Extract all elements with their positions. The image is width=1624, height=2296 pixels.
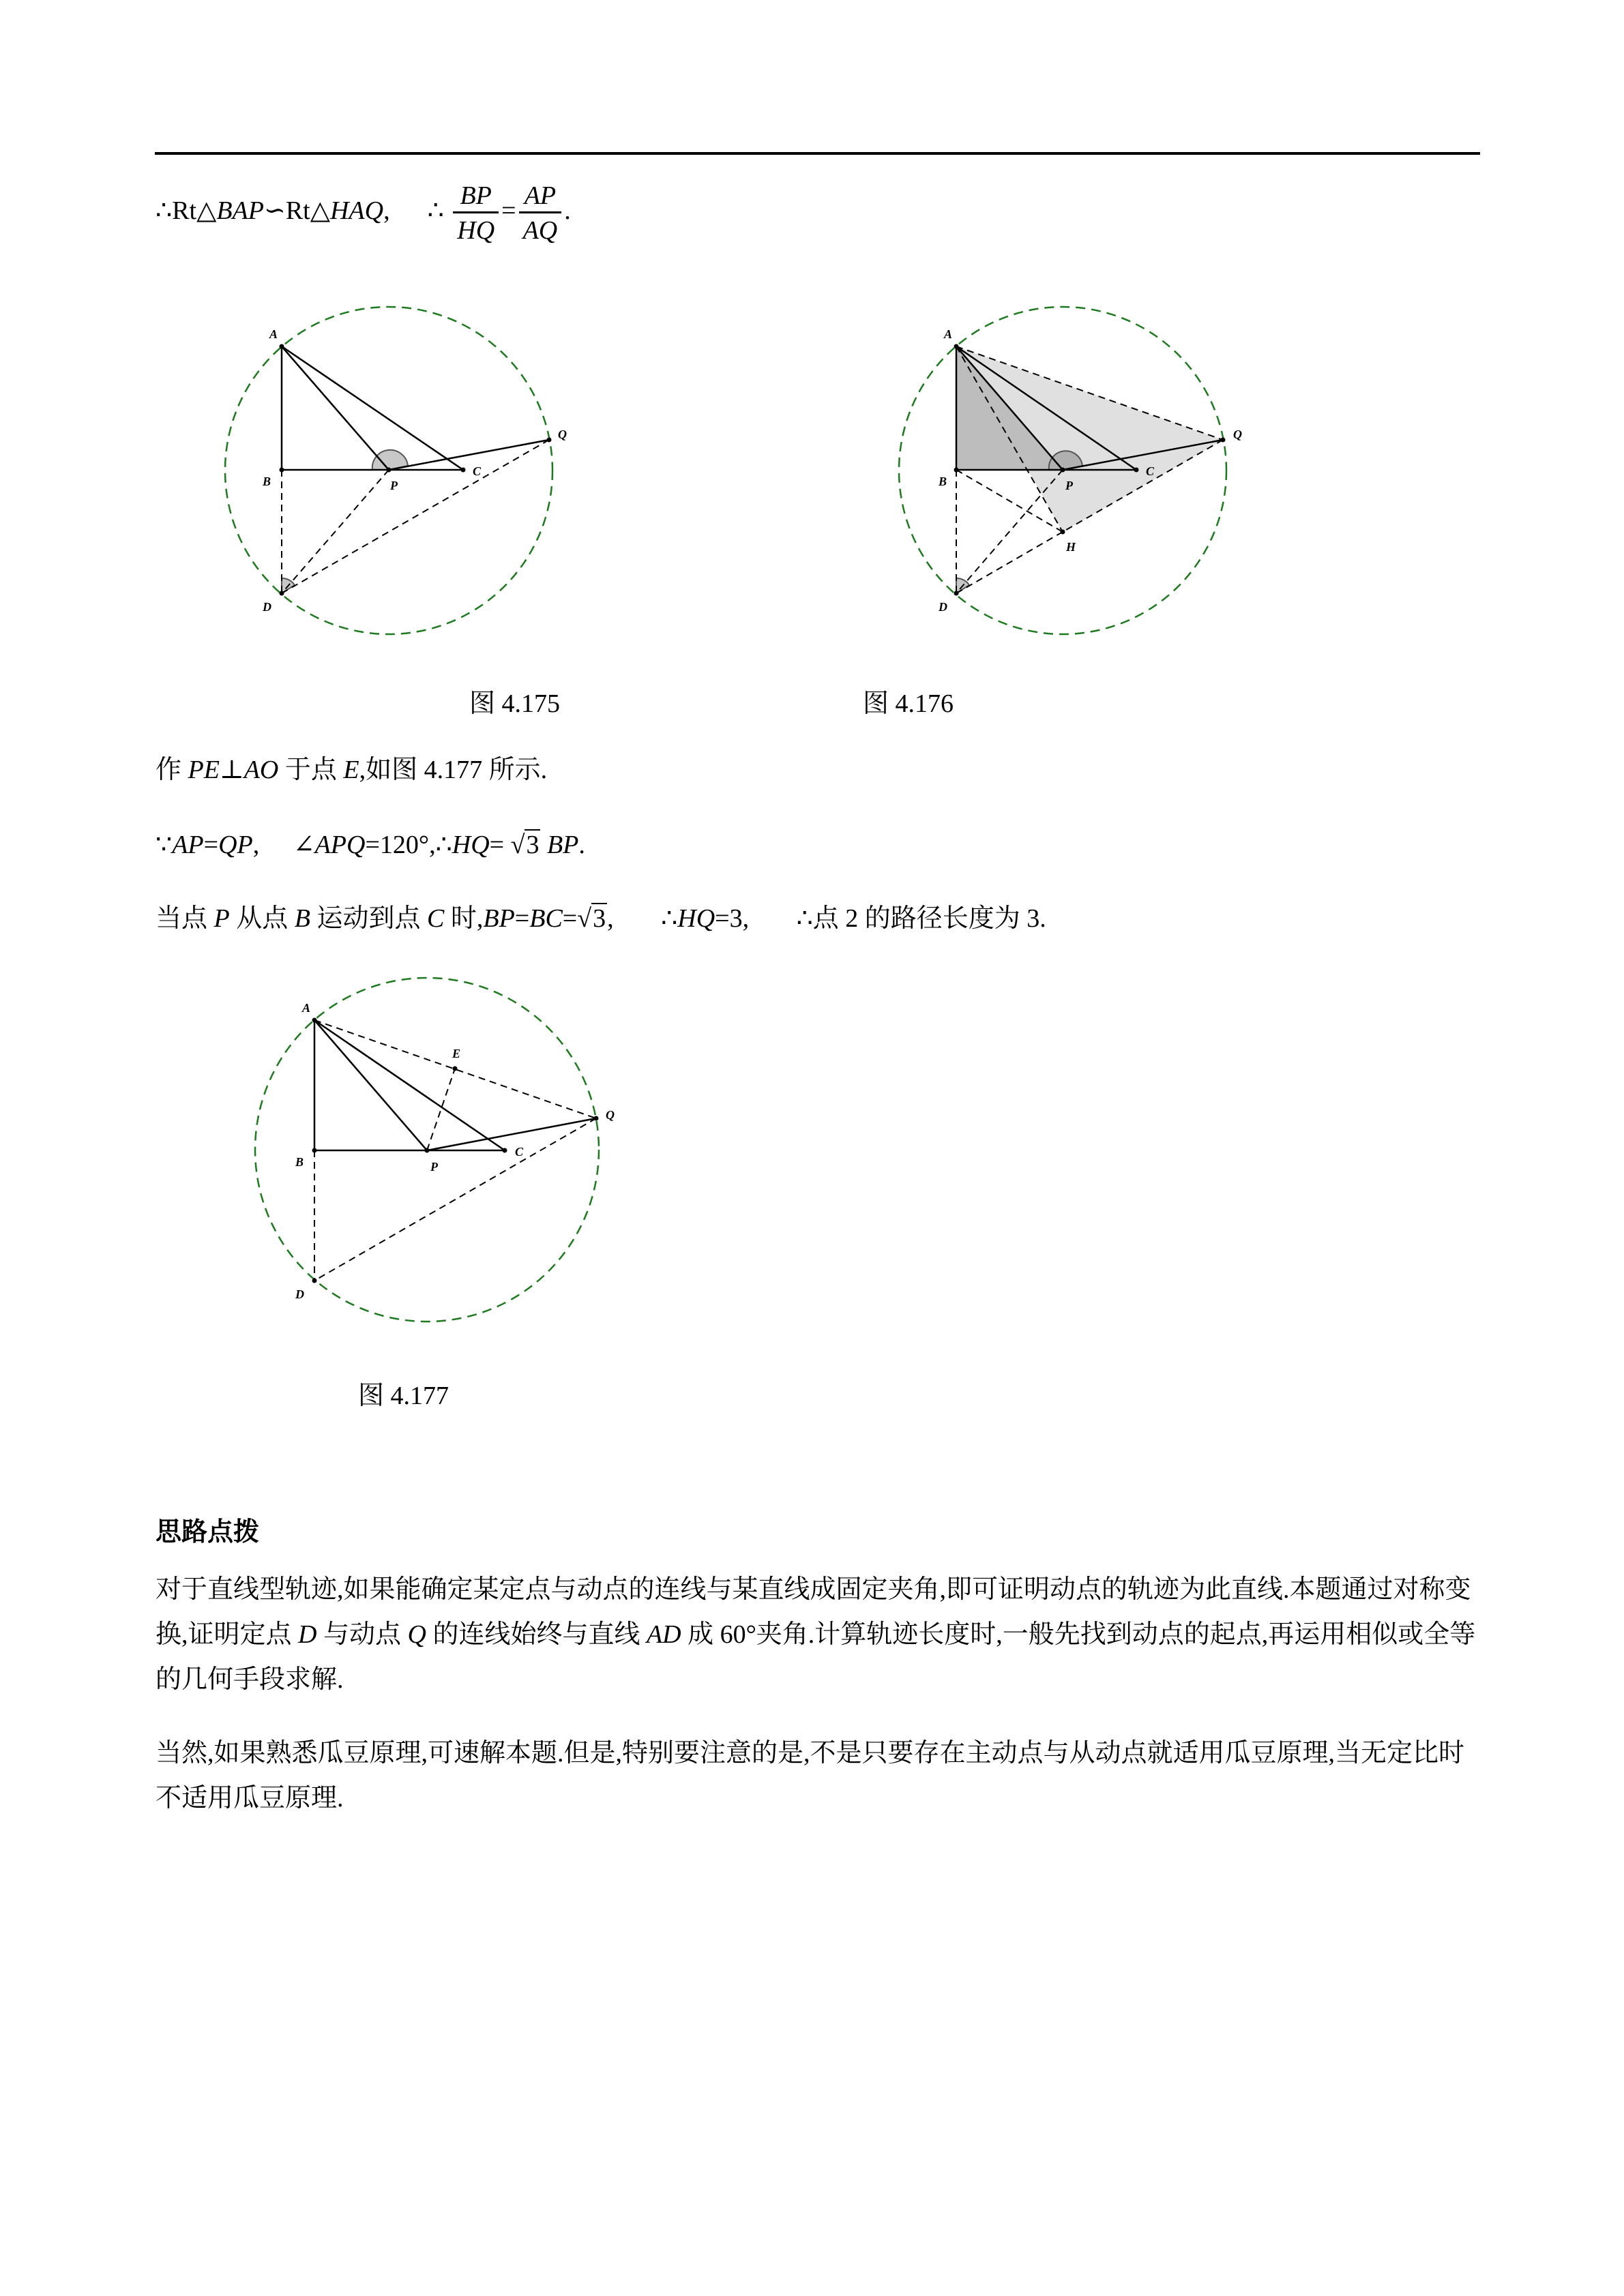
similar-symbol: ∽ xyxy=(263,196,286,226)
equals-sign: = xyxy=(501,196,516,226)
denominator: HQ xyxy=(457,216,495,245)
therefore-symbol: ∴ xyxy=(427,196,444,226)
text: 的连线始终与直线 xyxy=(426,1620,647,1649)
equals-sign: = xyxy=(489,831,511,859)
perpendicular-symbol: ⊥ xyxy=(219,756,244,784)
text: 于点 xyxy=(278,756,344,784)
equals-sign: = xyxy=(562,904,578,933)
text: 时, xyxy=(444,904,484,933)
numerator: AP xyxy=(519,183,562,213)
label-e: E xyxy=(452,1047,461,1060)
label-b: B xyxy=(295,1155,304,1169)
label-d: D xyxy=(939,600,947,614)
radical-sign: √ xyxy=(577,904,592,933)
label-p: P xyxy=(1065,479,1073,492)
text: 与动点 xyxy=(316,1620,408,1649)
label-a: A xyxy=(944,327,953,341)
segment-ao: AO xyxy=(243,756,279,784)
therefore-symbol: ∴ xyxy=(156,196,173,226)
label-q: Q xyxy=(558,428,567,441)
text: 运动到点 xyxy=(310,904,427,933)
figure-caption-4-177: 图 4.177 xyxy=(358,1382,449,1410)
point-q: Q xyxy=(407,1620,426,1649)
equals-sign: = xyxy=(514,904,530,933)
point-b: B xyxy=(294,904,310,933)
note-paragraph: 当然,如果熟悉瓜豆原理,可速解本题.但是,特别要注意的是,不是只要存在主动点与从动点就适用瓜豆原理,当无定比时不适用瓜豆原理. xyxy=(156,1739,1465,1813)
segment-bc: BC xyxy=(529,904,563,933)
rt-triangle-2: Rt△ xyxy=(285,196,330,226)
segment-hq: HQ xyxy=(677,904,715,933)
label-d: D xyxy=(263,600,271,614)
point-e: E xyxy=(343,756,359,784)
point-d: D xyxy=(298,1620,317,1649)
radicand: 3 xyxy=(593,904,606,933)
section-heading: 思路点拨 xyxy=(156,1517,260,1547)
because-symbol: ∵ xyxy=(156,831,173,859)
line-ad: AD xyxy=(646,1620,681,1649)
label-d: D xyxy=(295,1287,304,1301)
denominator: AQ xyxy=(522,216,558,245)
conclusion-statement xyxy=(156,906,1046,931)
segment-hq: HQ xyxy=(452,831,490,859)
triangle-bap: BAP xyxy=(216,196,264,226)
label-p: P xyxy=(430,1160,438,1174)
text: 点 2 的路径长度为 3. xyxy=(812,904,1046,933)
text: 成 60°夹角.计算轨迹长度时,一般先找到动点的起点,再运用相似或全等的几何手段求解. xyxy=(156,1620,1476,1694)
sqrt-3 xyxy=(511,832,541,858)
comma: , xyxy=(607,904,614,933)
comma: , xyxy=(252,831,260,859)
text: 对于直线型轨迹,如果能确定某定点与动点的连线与某直线成固定夹角,即可证明动点的轨迹为此直线.本题通过对称变换,证明定点 xyxy=(156,1575,1471,1649)
numerator: BP xyxy=(453,183,499,213)
radical-sign: √ xyxy=(510,831,525,859)
angle-symbol: ∠ xyxy=(293,831,315,859)
segment-pe: PE xyxy=(188,756,220,784)
period: . xyxy=(578,831,585,859)
construction-statement xyxy=(156,757,547,783)
figure-4-176 xyxy=(899,307,1242,634)
text: 当点 xyxy=(156,904,214,933)
therefore-symbol: ∴ xyxy=(435,831,452,859)
analysis-paragraph xyxy=(156,1567,1486,1702)
period: . xyxy=(564,196,571,226)
figure-4-175 xyxy=(225,307,567,634)
figure-4-177 xyxy=(255,978,615,1322)
label-q: Q xyxy=(1233,428,1242,441)
because-statement xyxy=(156,832,585,858)
radicand: 3 xyxy=(526,831,540,859)
text: 从点 xyxy=(229,904,295,933)
figure-caption-4-175: 图 4.175 xyxy=(469,689,561,718)
angle-apq: APQ xyxy=(314,831,366,859)
label-c: C xyxy=(1146,464,1155,478)
label-a: A xyxy=(269,327,278,341)
segment-qp: QP xyxy=(218,831,253,859)
comma: , xyxy=(383,196,390,226)
angle-value: =120°, xyxy=(365,831,436,859)
label-c: C xyxy=(515,1145,524,1159)
figure-caption-4-176: 图 4.176 xyxy=(863,689,954,718)
segment-bp: BP xyxy=(546,831,579,859)
label-a: A xyxy=(302,1001,311,1015)
label-b: B xyxy=(263,475,271,488)
label-c: C xyxy=(473,464,482,478)
point-c: C xyxy=(426,904,445,933)
triangle-haq: HAQ xyxy=(329,196,384,226)
value: =3, xyxy=(715,904,750,933)
label-h: H xyxy=(1066,540,1076,554)
segment-ap: AP xyxy=(172,831,204,859)
text: ,如图 4.177 所示. xyxy=(359,756,548,784)
therefore-symbol: ∴ xyxy=(796,904,813,933)
rt-triangle-1: Rt△ xyxy=(172,196,217,226)
label-q: Q xyxy=(606,1108,615,1122)
therefore-symbol: ∴ xyxy=(661,904,678,933)
sqrt-3 xyxy=(577,906,607,931)
label-p: P xyxy=(390,479,398,492)
segment-bp: BP xyxy=(483,904,515,933)
text: 作 xyxy=(156,756,188,784)
point-p: P xyxy=(213,904,230,933)
equals-sign: = xyxy=(203,831,219,859)
label-b: B xyxy=(939,475,947,488)
